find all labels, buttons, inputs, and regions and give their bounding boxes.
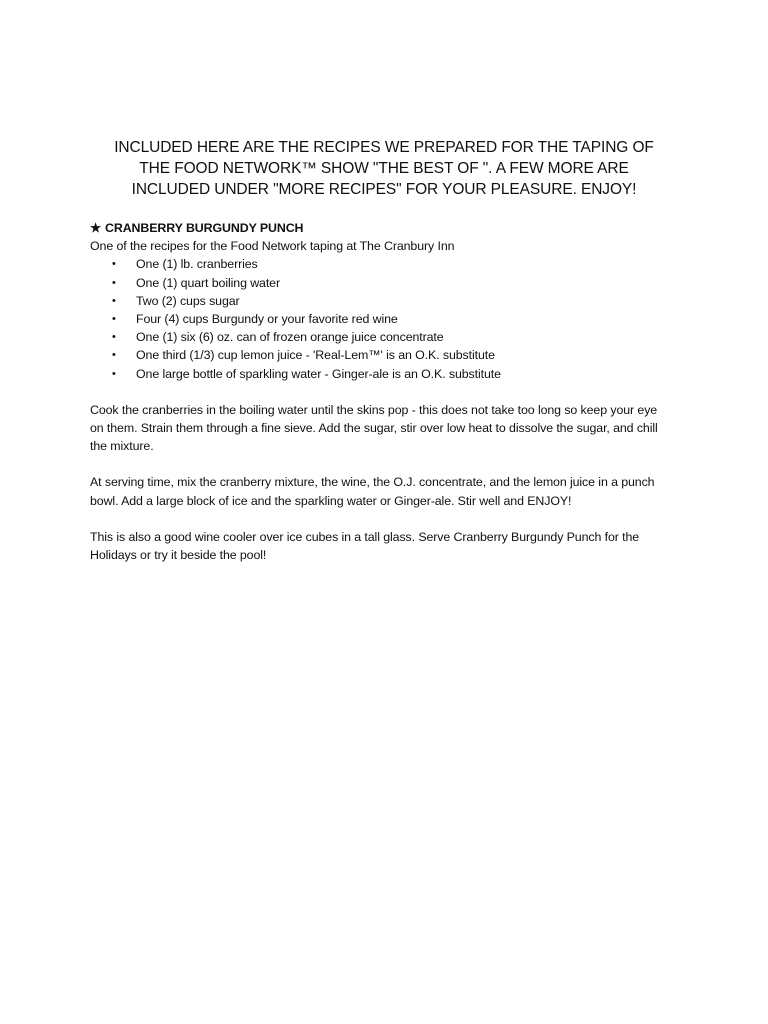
ingredient-text: Two (2) cups sugar — [136, 293, 240, 308]
bullet-icon: • — [112, 258, 116, 271]
bullet-icon: • — [112, 313, 116, 326]
recipe-title — [90, 219, 670, 237]
recipe-section — [90, 219, 670, 564]
star-icon: ★ — [90, 221, 102, 235]
ingredient-text: One large bottle of sparkling water - Ginger-ale is an O.K. substitute — [136, 366, 501, 381]
ingredient-text: One (1) lb. cranberries — [136, 257, 258, 272]
ingredient-item — [90, 255, 670, 273]
ingredient-item — [90, 365, 670, 383]
ingredient-list — [90, 255, 670, 382]
ingredient-text: One (1) quart boiling water — [136, 275, 280, 290]
bullet-icon: • — [112, 294, 116, 307]
ingredient-item — [90, 310, 670, 328]
ingredient-item — [90, 328, 670, 346]
serving-paragraph: At serving time, mix the cranberry mixture, the wine, the O.J. concentrate, and the lemon juice in a punch bowl. Add a large block of ice and the sparkling water or Ginger-ale. Stir well and ENJOY! — [90, 475, 655, 508]
bullet-icon: • — [112, 331, 116, 344]
ingredient-item — [90, 292, 670, 310]
recipe-subtitle: One of the recipes for the Food Network taping at The Cranbury Inn — [90, 239, 455, 254]
ingredient-item — [90, 346, 670, 364]
instructions-paragraph: Cook the cranberries in the boiling water until the skins pop - this does not take too long so keep your eye on them. Strain them through a fine sieve. Add the sugar, stir over low heat to dissolve the sugar, and chill the mixture. — [90, 402, 658, 454]
ingredient-text: Four (4) cups Burgundy or your favorite red wine — [136, 312, 398, 327]
intro-heading: INCLUDED HERE ARE THE RECIPES WE PREPARED FOR THE TAPING OF THE FOOD NETWORK™ SHOW "THE BEST OF ". A FEW MORE ARE INCLUDED UNDER "MORE RECIPES" FOR YOUR PLEASURE. ENJOY! — [114, 139, 654, 198]
ingredient-item — [90, 274, 670, 292]
bullet-icon: • — [112, 276, 116, 289]
ingredient-text: One third (1/3) cup lemon juice - 'Real-Lem™' is an O.K. substitute — [136, 348, 495, 363]
recipe-title-text: CRANBERRY BURGUNDY PUNCH — [105, 221, 304, 235]
ingredient-text: One (1) six (6) oz. can of frozen orange juice concentrate — [136, 330, 444, 345]
bullet-icon: • — [112, 367, 116, 380]
bullet-icon: • — [112, 349, 116, 362]
tip-paragraph: This is also a good wine cooler over ice cubes in a tall glass. Serve Cranberry Burgundy Punch for the Holidays or try it beside the pool! — [90, 529, 640, 563]
